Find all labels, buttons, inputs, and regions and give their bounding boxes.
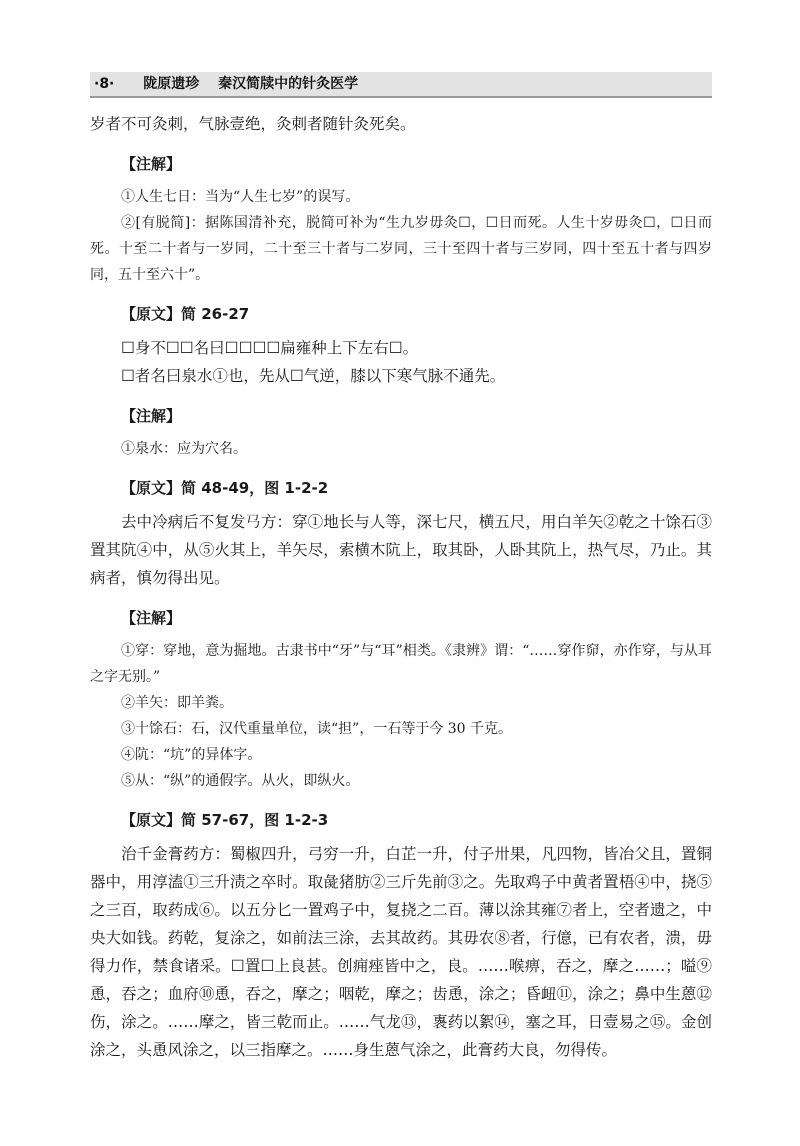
note: ③十馀石：石，汉代重量单位，读“担”，一石等于今 30 千克。 xyxy=(121,721,513,737)
book-title: 陇原遗珍 xyxy=(143,76,200,92)
note: ⑤从：“纵”的通假字。从火，即纵火。 xyxy=(121,773,360,789)
section-heading: 【原文】简 26-27 xyxy=(121,305,250,323)
section-heading: 【原文】简 48-49，图 1-2-2 xyxy=(121,479,329,497)
section-heading: 【注解】 xyxy=(121,407,182,425)
running-header xyxy=(90,72,712,98)
chapter-title: 秦汉简牍中的针灸医学 xyxy=(218,76,359,92)
section-heading: 【原文】简 57-67，图 1-2-3 xyxy=(121,811,329,829)
paragraph: 岁者不可灸刺，气脉壹绝，灸刺者随针灸死矣。 xyxy=(90,115,416,133)
note: ①穿：穿地，意为掘地。古隶书中“牙”与“耳”相类。《隶辨》谓：“……穿作窌，亦作穿，与从耳之字无别。” xyxy=(90,643,712,685)
paragraph: ☐者名曰泉水①也，先从☐气逆，膝以下寒气脉不通先。 xyxy=(121,367,506,385)
paragraph: ☐身不☐☐名曰☐☐☐☐扁雍种上下左右☐。 xyxy=(121,339,419,357)
note: ①泉水：应为穴名。 xyxy=(121,441,247,457)
paragraph: 去中冷病后不复发𢎘方：穿①地长与人等，深七尺，横五尺，用白羊矢②乾之十馀石③置其阬④中，从⑤火其上，羊矢尽，索横木阬上，取其卧，人卧其阬上，热气尽，乃止。其病者，慎勿得出见。 xyxy=(90,513,712,587)
note: ①人生七日：当为“人生七岁”的误写。 xyxy=(121,189,360,205)
page-number: ·8· xyxy=(94,76,115,92)
section-heading: 【注解】 xyxy=(121,609,182,627)
note: ②羊矢：即羊粪。 xyxy=(121,695,233,711)
section-heading: 【注解】 xyxy=(121,155,182,173)
note: ②[有脱简]：据陈国清补充，脱简可补为“生九岁毋灸☐，☐日而死。人生十岁毋灸☐，☐日而死。十至二十者与一岁同，二十至三十者与二岁同，三十至四十者与三岁同，四十至五十者与四岁同，五十至六十”。 xyxy=(90,215,712,283)
page-body xyxy=(90,110,712,1064)
note: ④阬：“坑”的异体字。 xyxy=(121,747,262,763)
paragraph: 治千金膏药方：蜀椒四升，弓穷一升，白芷一升，付子卅果，凡四物，皆冶父且，置铜器中，用淳溘①三升渍之卒时。取彘猪肪②三斤先前③之。先取鸡子中黄者置梧④中，挠⑤之三百，取药成⑥。以五分匕一置鸡子中，复挠之二百。薄以涂其雍⑦者上，空者遗之，中央大如钱。药乾，复涂之，如前法三涂，去其故药。其毋农⑧者，行億，已有农者，溃，毋得力作，禁食诸采。☐置☐上良甚。创痈痤皆中之，良。……喉痹，吞之，摩之……；嗌⑨恿，吞之；血府⑩恿，吞之，摩之；咽乾，摩之；齿恿，涂之；昏衄⑪，涂之；鼻中生蒽⑫伤，涂之。……摩之，皆三乾而止。……气龙⑬，褢药以絮⑭，塞之耳，日壹易之⑮。金创涂之，头恿风涂之，以三指摩之。……身生蒽气涂之，此膏药大良，勿得传。 xyxy=(90,845,712,1059)
